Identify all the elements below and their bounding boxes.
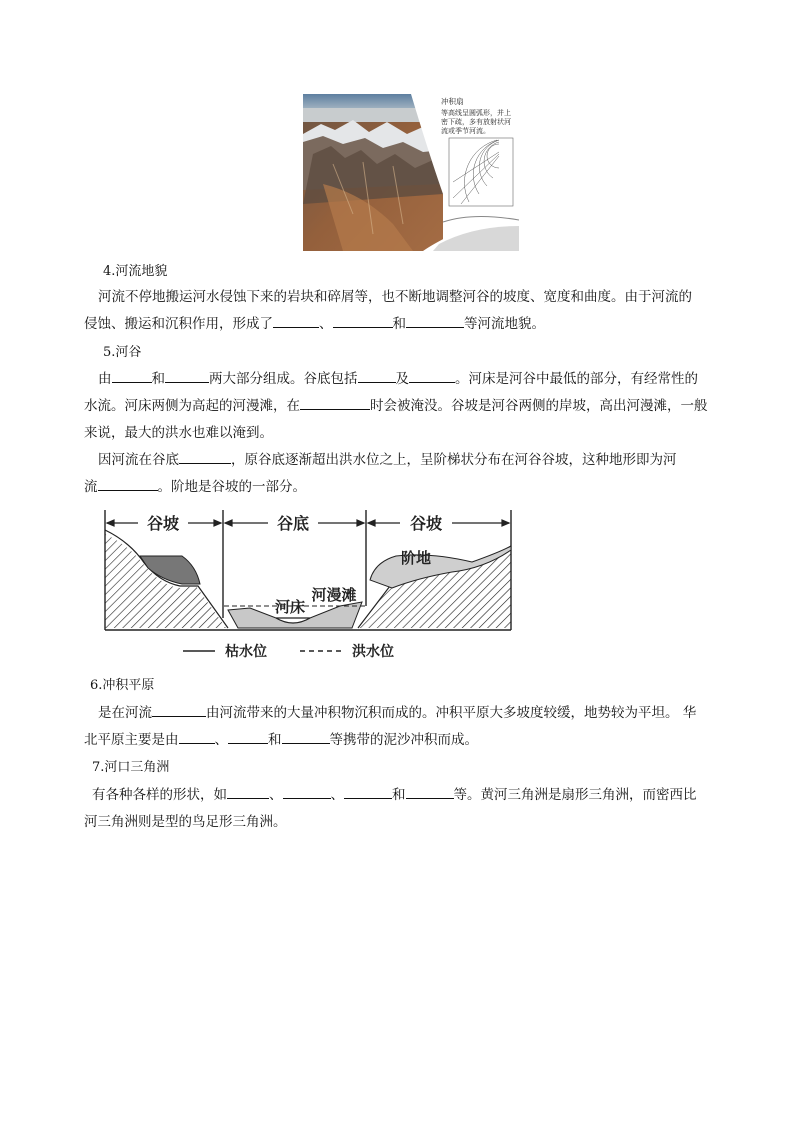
section-4-line-2: 侵蚀、搬运和沉积作用，形成了 、 和 等河流地貌。 (84, 316, 545, 332)
inset-caption-line-1: 等高线呈圆弧形，并上 (441, 109, 511, 117)
label-terrace: 阶地 (400, 549, 432, 567)
alluvial-fan-illustration (303, 94, 519, 251)
legend-low-water: 枯水位 (225, 644, 267, 660)
section-5-line-5: 流 。阶地是谷坡的一部分。 (84, 479, 306, 495)
section-4-line-1: 河流不停地搬运河水侵蚀下来的岩块和碎屑等，也不断地调整河谷的坡度、宽度和曲度。由于河流的 (98, 289, 692, 305)
section-6-line-2: 北平原主要是由 、 和 等携带的泥沙冲积而成。 (84, 732, 478, 748)
blank (358, 369, 396, 383)
label-riverbed: 河床 (274, 598, 306, 616)
blank (98, 477, 158, 491)
label-right-slope: 谷坡 (409, 514, 443, 533)
inset-caption-line-3: 流或季节河流。 (441, 127, 490, 135)
section-5-line-3: 来说，最大的洪水也难以淹到。 (84, 425, 273, 441)
label-floodplain: 河漫滩 (311, 586, 357, 604)
river-valley-diagram (100, 506, 520, 666)
blank (179, 450, 231, 464)
blank (228, 730, 268, 744)
blank (409, 369, 455, 383)
legend-flood-water: 洪水位 (352, 644, 394, 660)
section-5-line-1: 由 和 两大部分组成。谷底包括 及 。河床是河谷中最低的部分，有经常性的 (98, 371, 698, 387)
section-5-line-2: 水流。河床两侧为高起的河漫滩，在 时会被淹没。谷坡是河谷两侧的岸坡，高出河漫滩，一般 (84, 398, 708, 414)
blank (333, 314, 393, 328)
blank (406, 314, 464, 328)
section-4-heading: 4.河流地貌 (103, 264, 168, 279)
section-7-line-2: 河三角洲则是型的鸟足形三角洲。 (84, 814, 287, 830)
alluvial-fan-figure (303, 94, 519, 251)
blank (152, 703, 206, 717)
section-5-line-4: 因河流在谷底 ，原谷底逐渐超出洪水位之上，呈阶梯状分布在河谷谷坡，这种地形即为河 (98, 452, 677, 468)
valley-cross-section (100, 506, 520, 666)
inset-title: 冲积扇 (441, 97, 464, 106)
label-left-slope: 谷坡 (146, 514, 180, 533)
blank (344, 785, 392, 799)
blank (283, 785, 331, 799)
blank (165, 369, 209, 383)
blank (406, 785, 454, 799)
blank (273, 314, 319, 328)
label-valley-bottom: 谷底 (276, 514, 310, 533)
inset-caption-line-2: 密下疏，多有放射状河 (441, 118, 511, 126)
blank (179, 730, 215, 744)
terrain (105, 530, 511, 628)
blank (282, 730, 330, 744)
legend (183, 643, 394, 660)
section-7-line-1: 有各种各样的形状，如 、 、 和 等。黄河三角洲是扇形三角洲，而密西比 (92, 787, 697, 803)
blank (227, 785, 269, 799)
blank (112, 369, 152, 383)
section-6-line-1: 是在河流 由河流带来的大量冲积物沉积而成的。冲积平原大多坡度较缓，地势较为平坦。 华 (98, 705, 697, 721)
section-6-heading: 6.冲积平原 (90, 678, 155, 693)
section-5-heading: 5.河谷 (103, 345, 142, 360)
blank (300, 396, 370, 410)
section-7-heading: 7.河口三角洲 (92, 760, 170, 775)
